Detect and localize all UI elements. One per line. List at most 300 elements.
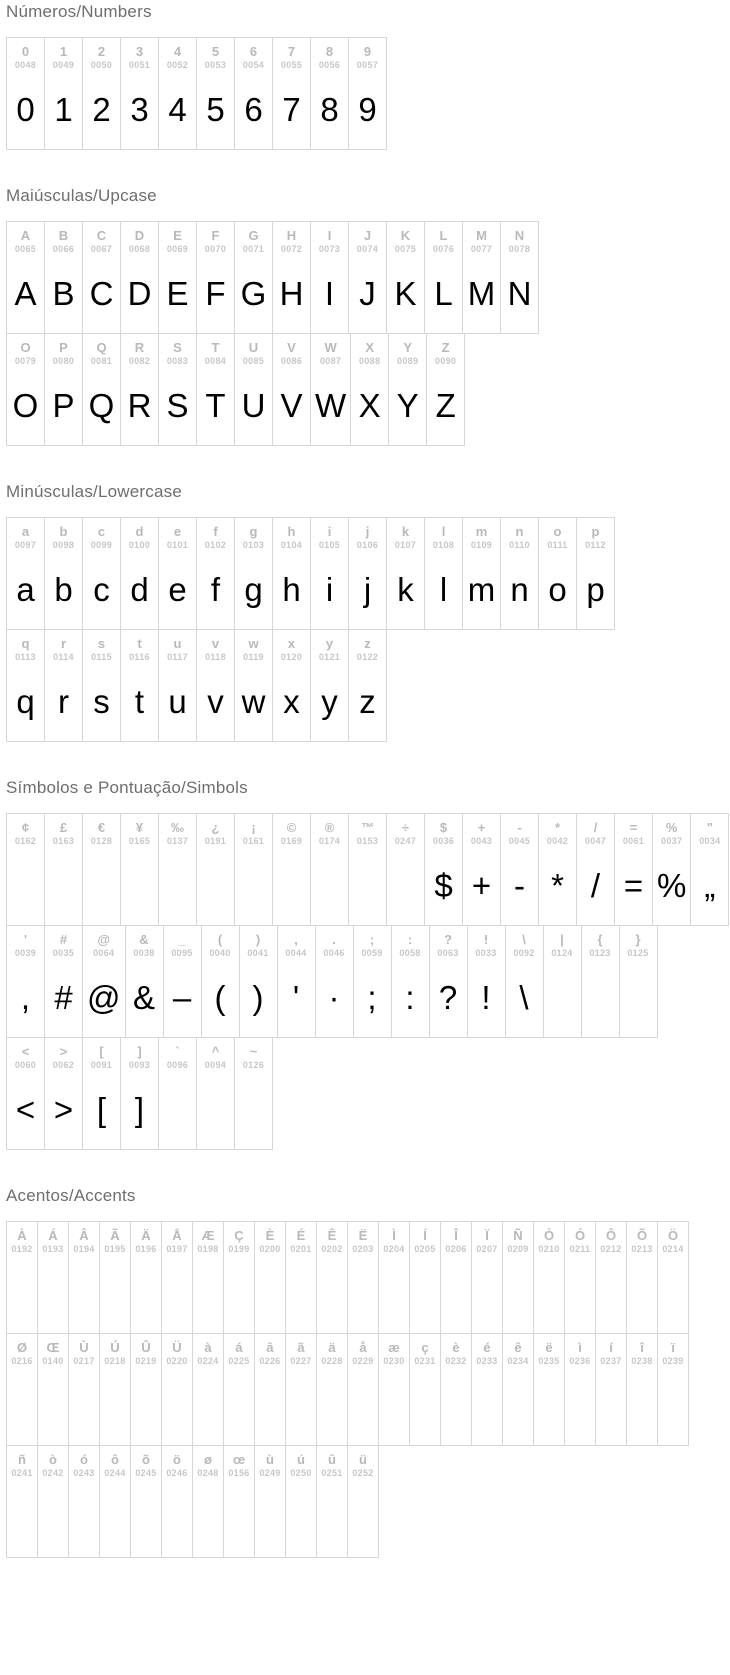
char-code: 0238 (631, 1356, 653, 1366)
char-cell (196, 517, 235, 630)
char-code: 0199 (228, 1244, 250, 1254)
char-cell (690, 813, 729, 926)
char-code: 0191 (204, 836, 227, 846)
char-label: ~ (249, 1044, 258, 1059)
char-cell (424, 221, 463, 334)
char-glyph: % (657, 867, 687, 904)
char-code: 0225 (228, 1356, 250, 1366)
char-cell (223, 1445, 255, 1558)
char-label: á (235, 1340, 243, 1355)
char-code: 0060 (14, 1060, 37, 1070)
char-cell (120, 813, 159, 926)
char-cell (657, 1221, 689, 1334)
char-code: 0058 (399, 948, 421, 958)
char-label: C (96, 228, 107, 243)
char-cell (44, 813, 83, 926)
char-label: E (173, 228, 182, 243)
char-cell (347, 1445, 379, 1558)
char-code: 0161 (242, 836, 265, 846)
char-cell (277, 925, 316, 1038)
char-row (6, 1445, 730, 1558)
char-code: 0040 (209, 948, 231, 958)
char-code: 0235 (538, 1356, 560, 1366)
char-glyph: = (623, 867, 644, 904)
section-title: Símbolos e Pontuação/Simbols (6, 778, 248, 797)
char-cell (82, 813, 121, 926)
char-code: 0048 (14, 60, 37, 70)
char-label: Â (79, 1228, 89, 1243)
char-glyph: 8 (320, 91, 339, 128)
char-label: 4 (173, 44, 182, 59)
char-code: 0055 (280, 60, 303, 70)
char-cell (68, 1333, 100, 1446)
char-code: 0252 (352, 1468, 374, 1478)
char-cell (500, 517, 539, 630)
char-code: 0098 (52, 540, 75, 550)
char-code: 0169 (280, 836, 303, 846)
char-code: 0204 (383, 1244, 405, 1254)
section-title: Acentos/Accents (6, 1186, 136, 1205)
char-label: è (452, 1340, 460, 1355)
char-label: a (21, 524, 30, 539)
char-row (6, 1333, 730, 1446)
char-cell (564, 1221, 596, 1334)
char-code: 0250 (290, 1468, 312, 1478)
char-code: 0193 (42, 1244, 64, 1254)
char-cell (467, 925, 506, 1038)
char-cell (82, 1037, 121, 1150)
char-code: 0198 (197, 1244, 219, 1254)
char-code: 0094 (204, 1060, 227, 1070)
char-label: ø (204, 1452, 212, 1467)
char-cell (440, 1333, 472, 1446)
char-glyph: g (244, 571, 263, 608)
char-label: Y (403, 340, 412, 355)
char-code: 0236 (569, 1356, 591, 1366)
char-label: P (59, 340, 68, 355)
char-cell (462, 517, 501, 630)
char-label: Æ (201, 1228, 215, 1243)
char-label: # (59, 932, 68, 947)
char-cell (310, 813, 349, 926)
char-glyph: Z (435, 387, 456, 424)
char-label: l (441, 524, 446, 539)
char-label: ‰ (171, 820, 184, 835)
char-cell (285, 1333, 317, 1446)
char-code: 0247 (394, 836, 417, 846)
char-label: ã (297, 1340, 305, 1355)
char-glyph: v (207, 683, 224, 720)
char-code: 0230 (383, 1356, 405, 1366)
char-label: W (324, 340, 337, 355)
section-uppercase (6, 186, 730, 446)
char-label: ; (369, 932, 375, 947)
char-glyph: j (363, 571, 372, 608)
char-code: 0034 (699, 836, 721, 846)
char-code: 0053 (204, 60, 227, 70)
char-code: 0042 (546, 836, 569, 846)
char-label: ÷ (401, 820, 410, 835)
char-glyph: * (551, 867, 564, 904)
char-label: ` (175, 1044, 180, 1059)
char-cell (82, 221, 121, 334)
char-label: ï (671, 1340, 675, 1355)
char-label: { (597, 932, 603, 947)
char-label: [ (99, 1044, 104, 1059)
char-code: 0103 (242, 540, 265, 550)
char-label: w (248, 636, 259, 651)
char-label: k (401, 524, 410, 539)
section-symbols (6, 778, 730, 1150)
char-label: > (59, 1044, 68, 1059)
char-label: Ã (110, 1228, 120, 1243)
char-cell (99, 1445, 131, 1558)
char-glyph: & (132, 979, 155, 1016)
char-label: h (287, 524, 296, 539)
char-code: 0041 (247, 948, 269, 958)
char-glyph: – (172, 979, 192, 1016)
char-label: œ (232, 1452, 246, 1467)
char-label: ñ (18, 1452, 26, 1467)
char-code: 0064 (93, 948, 115, 958)
char-code: 0049 (52, 60, 75, 70)
char-label: ê (514, 1340, 522, 1355)
char-cell (626, 1333, 658, 1446)
char-code: 0063 (437, 948, 459, 958)
char-code: 0197 (166, 1244, 188, 1254)
char-label: = (629, 820, 638, 835)
char-glyph: 0 (16, 91, 35, 128)
char-code: 0071 (242, 244, 265, 254)
char-glyph: < (15, 1091, 36, 1128)
char-label: Ë (358, 1228, 368, 1243)
char-code: 0100 (128, 540, 151, 550)
char-glyph: / (590, 867, 601, 904)
char-code: 0211 (569, 1244, 591, 1254)
char-label: @ (97, 932, 111, 947)
char-code: 0080 (52, 356, 75, 366)
char-code: 0195 (104, 1244, 126, 1254)
char-code: 0057 (356, 60, 379, 70)
char-code: 0126 (242, 1060, 265, 1070)
char-cell (158, 629, 197, 742)
char-code: 0217 (73, 1356, 95, 1366)
char-cell (424, 813, 463, 926)
char-glyph: B (52, 275, 75, 312)
char-cell (234, 333, 273, 446)
char-glyph: ; (367, 979, 377, 1016)
char-cell (348, 517, 387, 630)
char-cell (614, 813, 653, 926)
char-cell (6, 37, 45, 150)
char-label: ä (328, 1340, 336, 1355)
char-cell (158, 1037, 197, 1150)
char-label: F (211, 228, 220, 243)
char-code: 0115 (91, 652, 112, 662)
char-glyph: o (548, 571, 567, 608)
char-cell (462, 221, 501, 334)
char-cell (161, 1333, 193, 1446)
char-glyph: u (168, 683, 187, 720)
char-label: ú (297, 1452, 305, 1467)
char-label: í (609, 1340, 613, 1355)
char-cell (409, 1333, 441, 1446)
char-label: - (517, 820, 522, 835)
char-label: ^ (211, 1044, 220, 1059)
char-label: Q (96, 340, 107, 355)
char-cell (44, 1037, 83, 1150)
char-glyph: x (283, 683, 300, 720)
char-cell (125, 925, 164, 1038)
section-title: Maiúsculas/Upcase (6, 186, 157, 205)
char-cell (158, 517, 197, 630)
char-cell (6, 333, 45, 446)
char-row (6, 221, 730, 334)
section-numbers (6, 2, 730, 150)
char-glyph: q (16, 683, 35, 720)
char-code: 0066 (52, 244, 75, 254)
char-code: 0088 (359, 356, 381, 366)
char-code: 0210 (538, 1244, 560, 1254)
char-cell (254, 1221, 286, 1334)
char-code: 0174 (318, 836, 341, 846)
char-cell (378, 1221, 410, 1334)
char-code: 0087 (319, 356, 342, 366)
char-code: 0054 (242, 60, 265, 70)
char-code: 0241 (11, 1468, 33, 1478)
char-code: 0091 (90, 1060, 113, 1070)
char-code: 0044 (285, 948, 307, 958)
char-code: 0097 (14, 540, 37, 550)
char-cell (543, 925, 582, 1038)
char-label: ç (421, 1340, 429, 1355)
char-glyph: [ (96, 1091, 107, 1128)
char-code: 0045 (508, 836, 531, 846)
char-code: 0214 (662, 1244, 684, 1254)
char-label: _ (178, 932, 186, 947)
char-cell (310, 221, 349, 334)
character-map (6, 2, 730, 1558)
char-code: 0140 (42, 1356, 64, 1366)
char-code: 0096 (166, 1060, 189, 1070)
char-label: Å (172, 1228, 182, 1243)
char-glyph: i (325, 571, 334, 608)
char-code: 0226 (259, 1356, 281, 1366)
char-code: 0116 (129, 652, 150, 662)
char-cell (99, 1221, 131, 1334)
char-label: ( (217, 932, 223, 947)
char-glyph: „ (704, 867, 716, 904)
section-lowercase (6, 482, 730, 742)
char-code: 0068 (128, 244, 151, 254)
char-cell (44, 333, 83, 446)
char-label: ] (137, 1044, 142, 1059)
char-glyph: X (358, 387, 381, 424)
char-code: 0074 (356, 244, 379, 254)
char-cell (316, 1333, 348, 1446)
char-row (6, 1037, 730, 1150)
char-cell (310, 517, 349, 630)
char-cell (120, 221, 159, 334)
char-cell (192, 1333, 224, 1446)
char-label: Î (454, 1228, 458, 1243)
char-code: 0052 (166, 60, 189, 70)
char-glyph: + (471, 867, 492, 904)
char-code: 0117 (167, 652, 188, 662)
char-cell (350, 333, 389, 446)
char-code: 0072 (280, 244, 303, 254)
char-cell (6, 221, 45, 334)
char-glyph: - (514, 867, 525, 904)
char-cell (158, 813, 197, 926)
char-label: Í (423, 1228, 427, 1243)
char-label: Û (141, 1340, 151, 1355)
char-glyph: > (53, 1091, 74, 1128)
char-label: ë (545, 1340, 553, 1355)
char-cell (272, 221, 311, 334)
char-label: b (59, 524, 68, 539)
char-code: 0112 (585, 540, 606, 550)
char-code: 0201 (290, 1244, 312, 1254)
char-cell (130, 1445, 162, 1558)
char-label: ô (111, 1452, 119, 1467)
char-row (6, 333, 730, 446)
char-label: I (327, 228, 332, 243)
char-cell (315, 925, 354, 1038)
char-label: ù (266, 1452, 274, 1467)
char-cell (310, 37, 349, 150)
char-cell (68, 1221, 100, 1334)
char-cell (130, 1333, 162, 1446)
char-code: 0101 (166, 540, 189, 550)
char-cell (6, 1037, 45, 1150)
char-label: Ñ (513, 1228, 523, 1243)
char-code: 0213 (631, 1244, 653, 1254)
char-code: 0118 (205, 652, 226, 662)
char-label: t (137, 636, 142, 651)
char-label: H (286, 228, 297, 243)
char-code: 0194 (73, 1244, 95, 1254)
char-code: 0212 (600, 1244, 622, 1254)
char-cell (201, 925, 240, 1038)
char-code: 0033 (475, 948, 497, 958)
char-label: U (248, 340, 259, 355)
char-cell (82, 333, 121, 446)
char-code: 0125 (627, 948, 649, 958)
char-code: 0090 (435, 356, 457, 366)
char-code: 0231 (414, 1356, 436, 1366)
char-row (6, 925, 730, 1038)
char-glyph: ? (438, 979, 458, 1016)
char-label: \ (522, 932, 526, 947)
char-code: 0069 (166, 244, 189, 254)
char-glyph: 3 (130, 91, 149, 128)
char-code: 0039 (14, 948, 37, 958)
char-cell (440, 1221, 472, 1334)
char-label: M (476, 228, 487, 243)
char-glyph: h (282, 571, 301, 608)
char-glyph: O (12, 387, 39, 424)
char-label: z (364, 636, 371, 651)
char-code: 0227 (290, 1356, 312, 1366)
char-cell (161, 1221, 193, 1334)
char-cell (44, 925, 83, 1038)
char-cell (471, 1333, 503, 1446)
char-row (6, 517, 730, 630)
char-code: 0234 (507, 1356, 529, 1366)
char-cell (120, 37, 159, 150)
section-accents (6, 1186, 730, 1558)
char-code: 0085 (242, 356, 265, 366)
char-code: 0121 (318, 652, 341, 662)
char-cell (82, 925, 126, 1038)
char-glyph: n (510, 571, 529, 608)
char-glyph: V (280, 387, 303, 424)
char-glyph: : (405, 979, 415, 1016)
char-label: , (294, 932, 298, 947)
char-code: 0111 (547, 540, 568, 550)
char-cell (348, 221, 387, 334)
char-glyph: , (20, 979, 31, 1016)
char-code: 0051 (128, 60, 151, 70)
char-glyph: e (168, 571, 187, 608)
char-label: T (211, 340, 220, 355)
char-label: g (249, 524, 258, 539)
char-cell (161, 1445, 193, 1558)
char-code: 0251 (321, 1468, 343, 1478)
char-label: q (21, 636, 30, 651)
char-cell (234, 813, 273, 926)
char-cell (254, 1445, 286, 1558)
char-cell (44, 37, 83, 150)
char-label: m (475, 524, 488, 539)
char-label: Ü (172, 1340, 182, 1355)
char-cell (223, 1221, 255, 1334)
char-code: 0105 (318, 540, 341, 550)
char-cell (502, 1221, 534, 1334)
char-glyph: · (328, 979, 340, 1016)
char-cell (99, 1333, 131, 1446)
char-code: 0209 (507, 1244, 529, 1254)
char-glyph: C (89, 275, 114, 312)
char-code: 0196 (135, 1244, 157, 1254)
char-glyph: A (14, 275, 37, 312)
char-code: 0162 (14, 836, 37, 846)
char-label: K (400, 228, 411, 243)
char-label: ™ (361, 820, 374, 835)
char-code: 0206 (445, 1244, 467, 1254)
char-code: 0248 (197, 1468, 219, 1478)
char-cell (234, 37, 273, 150)
char-cell (272, 629, 311, 742)
char-code: 0038 (133, 948, 155, 958)
char-cell (272, 333, 311, 446)
char-code: 0047 (584, 836, 607, 846)
char-code: 0099 (90, 540, 113, 550)
char-code: 0153 (356, 836, 379, 846)
char-cell (386, 221, 425, 334)
char-label: v (211, 636, 220, 651)
char-code: 0106 (356, 540, 379, 550)
char-cell (6, 517, 45, 630)
char-label: 2 (97, 44, 106, 59)
char-label: r (60, 636, 67, 651)
char-cell (272, 517, 311, 630)
char-cell (120, 1037, 159, 1150)
char-code: 0075 (394, 244, 417, 254)
char-glyph: E (166, 275, 189, 312)
char-label: | (560, 932, 564, 947)
